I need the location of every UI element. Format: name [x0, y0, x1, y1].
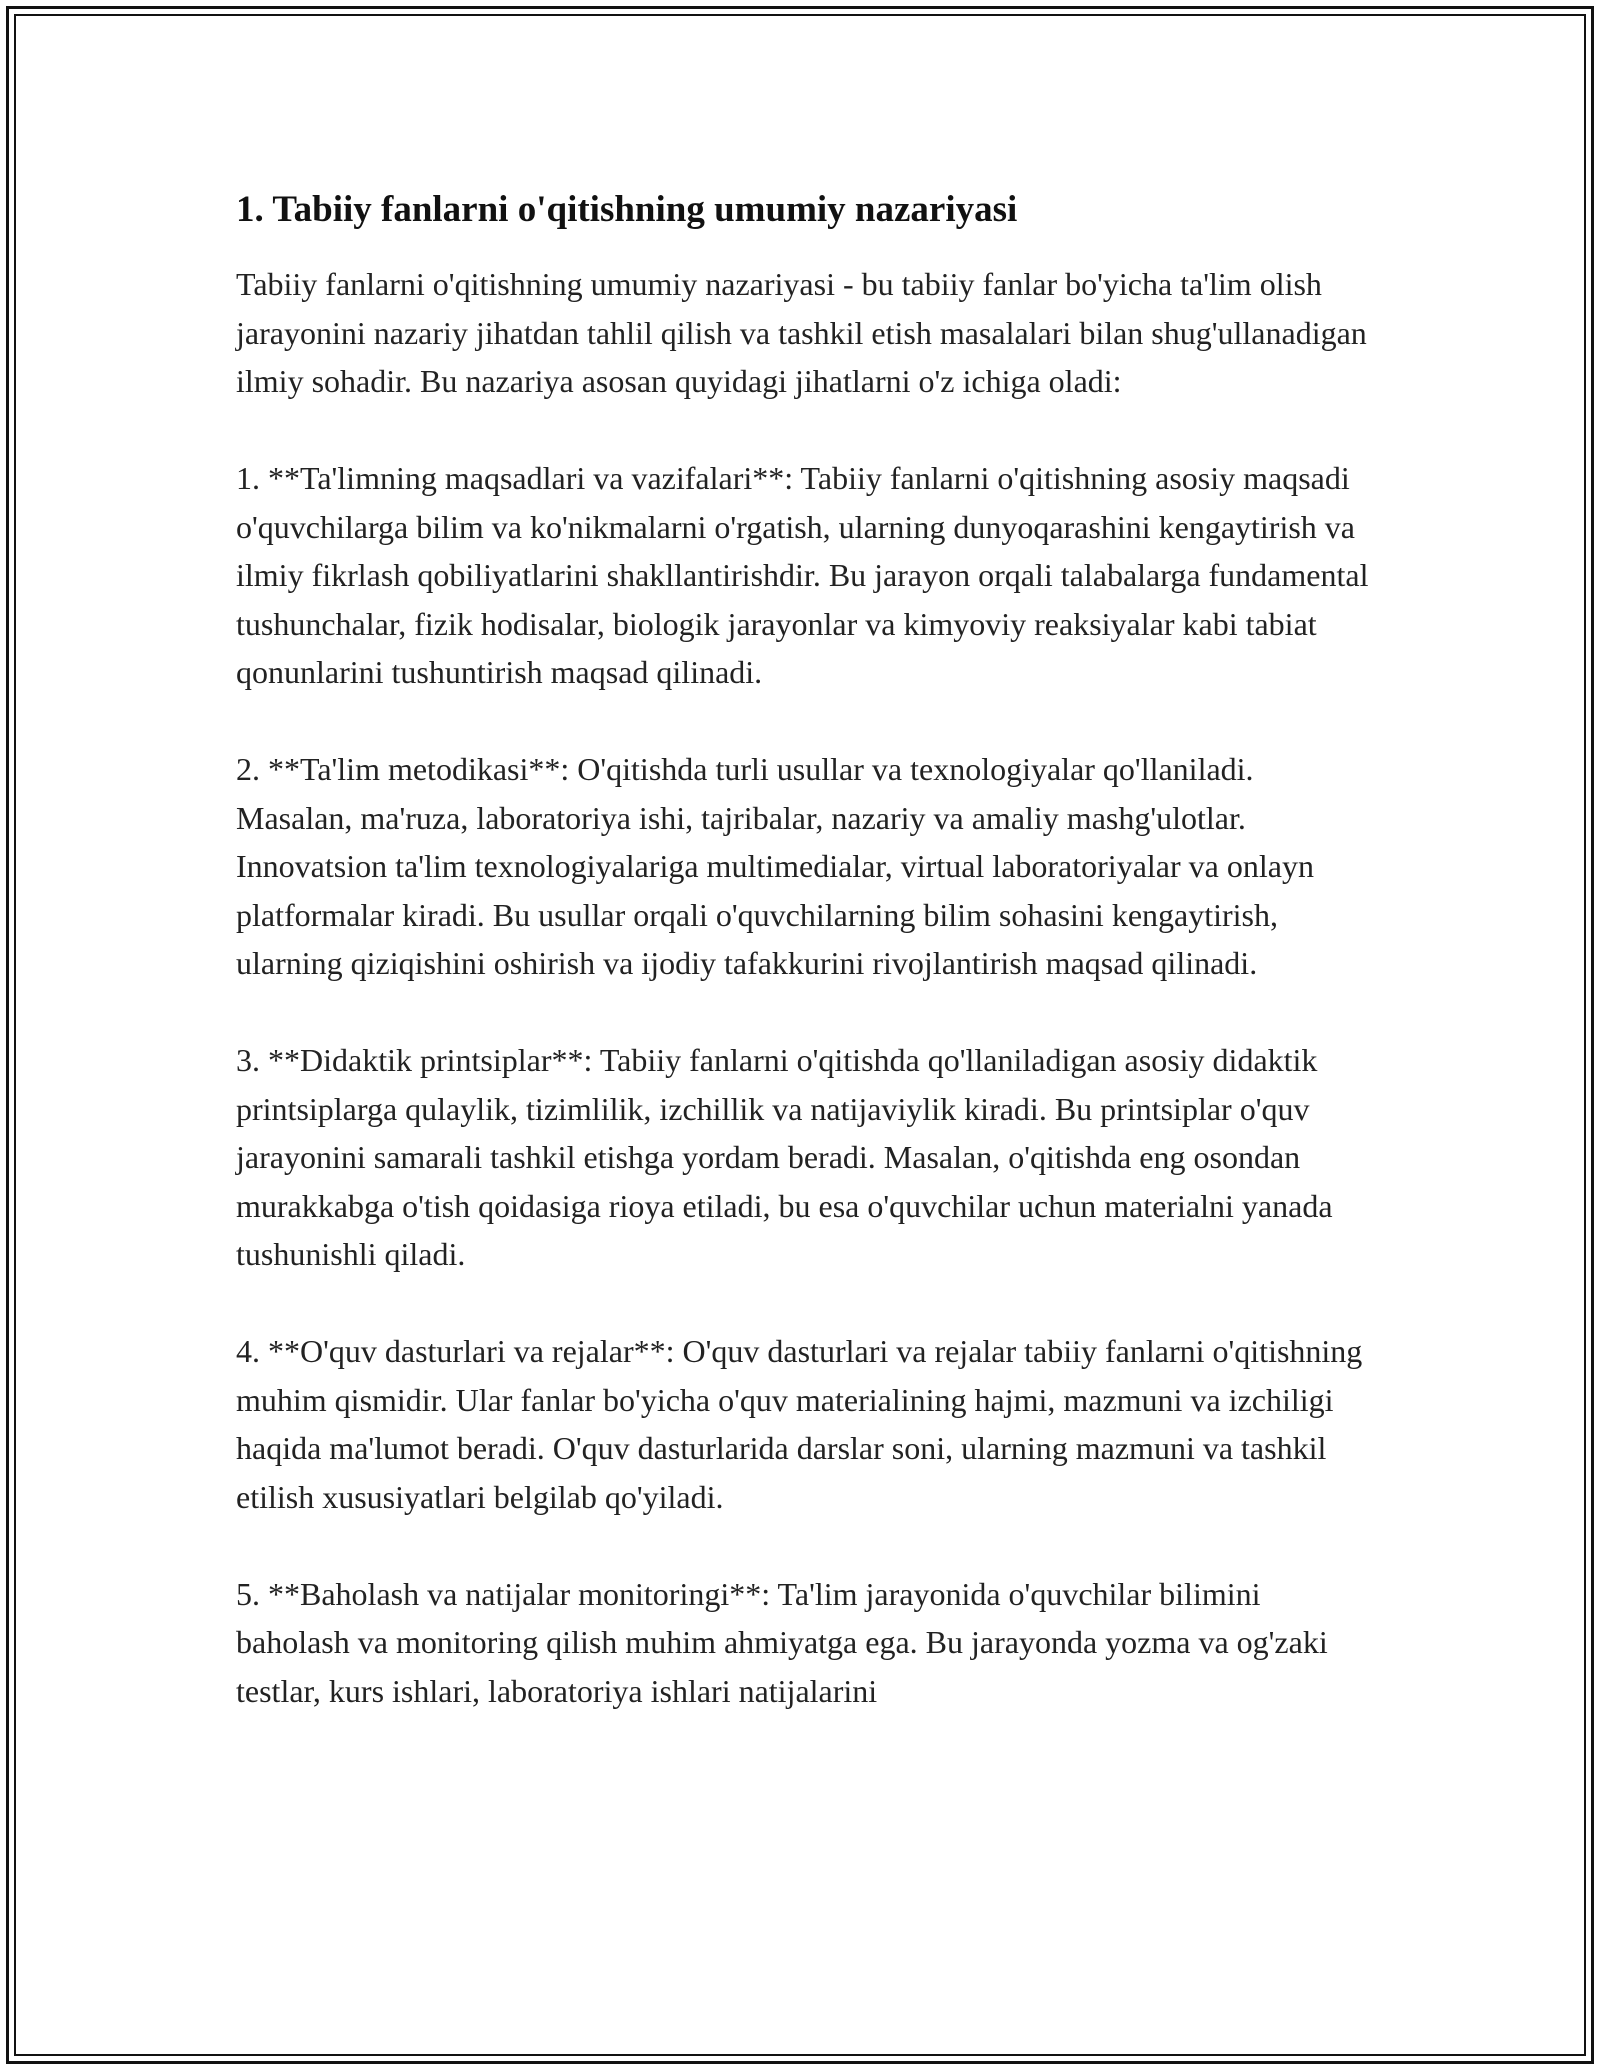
list-item-2: 2. **Ta'lim metodikasi**: O'qitishda turli usullar va texnologiyalar qo'llaniladi. Masalan, ma'ruza, laboratoriya ishi, tajribalar, nazariy va amaliy mashg'ulotlar. Innovatsion ta'lim texnologiyalariga multimedialar, virtual laboratoriyalar va onlayn platformalar kiradi. Bu usullar orqali o'quvchilarning bilim sohasini kengaytirish, ularning qiziqishini oshirish va ijodiy tafakkurini rivojlantirish maqsad qilinadi.	[236, 751, 1314, 981]
list-item-1: 1. **Ta'limning maqsadlari va vazifalari**: Tabiiy fanlarni o'qitishning asosiy maqsadi o'quvchilarga bilim va ko'nikmalarni o'rgatish, ularning dunyoqarashini kengaytirish va ilmiy fikrlash qobiliyatlarini shakllantirishdir. Bu jarayon orqali talabalarga fundamental tushunchalar, fizik hodisalar, biologik jarayonlar va kimyoviy reaksiyalar kabi tabiat qonunlarini tushuntirish maqsad qilinadi.	[236, 460, 1369, 690]
paragraph-spacer	[236, 697, 1376, 746]
list-item-5: 5. **Baholash va natijalar monitoringi**: Ta'lim jarayonida o'quvchilar bilimini baholash va monitoring qilish muhim ahmiyatga ega. Bu jarayonda yozma va og'zaki testlar, kurs ishlari, laboratoriya ishlari natijalarini	[236, 1575, 1328, 1709]
list-item-4: 4. **O'quv dasturlari va rejalar**: O'quv dasturlari va rejalar tabiiy fanlarni o'qitishning muhim qismidir. Ular fanlar bo'yicha o'quv materialining hajmi, mazmuni va izchiligi haqida ma'lumot beradi. O'quv dasturlarida darslar soni, ularning mazmuni va tashkil etilish xususiyatlari belgilab qo'yiladi.	[236, 1333, 1363, 1515]
list-item-3: 3. **Didaktik printsiplar**: Tabiiy fanlarni o'qitishda qo'llaniladigan asosiy didaktik printsiplarga qulaylik, tizimlilik, izchillik va natijaviylik kiradi. Bu printsiplar o'quv jarayonini samarali tashkil etishga yordam beradi. Masalan, o'qitishda eng osondan murakkabga o'tish qoidasiga rioya etiladi, bu esa o'quvchilar uchun materialni yanada tushunishli qiladi.	[236, 1042, 1333, 1272]
document-body	[236, 186, 1376, 1715]
paragraph-spacer	[236, 1521, 1376, 1570]
intro-paragraph: Tabiiy fanlarni o'qitishning umumiy nazariyasi - bu tabiiy fanlar bo'yicha ta'lim olish jarayonini nazariy jihatdan tahlil qilish va tashkil etish masalalari bilan shug'ullanadigan ilmiy sohadir. Bu nazariya asosan quyidagi jihatlarni o'z ichiga oladi:	[236, 266, 1367, 399]
paragraph-spacer	[236, 988, 1376, 1037]
paragraph-spacer	[236, 406, 1376, 455]
paragraph-spacer	[236, 1279, 1376, 1328]
document-title: 1. Tabiiy fanlarni o'qitishning umumiy nazariyasi	[236, 189, 1018, 230]
